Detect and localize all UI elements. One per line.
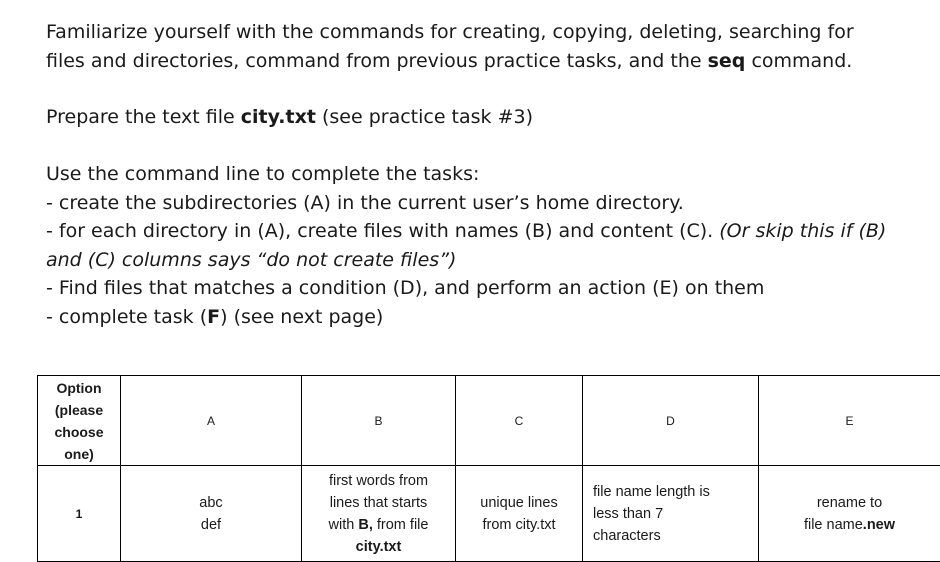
dir-abc: abc bbox=[125, 492, 297, 514]
row-option-number: 1 bbox=[38, 466, 121, 562]
cell-b-file-names bbox=[302, 466, 456, 562]
c-line2: from city.txt bbox=[460, 514, 578, 536]
task-instructions bbox=[46, 160, 886, 331]
b-line2: lines that starts bbox=[306, 492, 451, 514]
task-intro-line: Use the command line to complete the tasks: bbox=[46, 163, 479, 185]
header-option bbox=[38, 376, 121, 466]
intro-p2-start: Prepare the text file bbox=[46, 106, 241, 128]
task-item-complete-f: - complete task ( bbox=[46, 306, 207, 328]
d-line3: characters bbox=[593, 525, 754, 547]
intro-p1-line1: Familiarize yourself with the commands for creating, copying, deleting, searching for bbox=[46, 21, 854, 43]
e-line1: rename to bbox=[763, 492, 936, 514]
task-item-complete-f-end: ) (see next page) bbox=[220, 306, 383, 328]
task-skip-note-cont: and (C) columns says “do not create files”) bbox=[46, 249, 456, 271]
header-e: E bbox=[759, 376, 940, 466]
b-line3-bold: B, bbox=[358, 517, 373, 533]
d-line2: less than 7 bbox=[593, 503, 754, 525]
seq-command-name: seq bbox=[708, 50, 746, 72]
city-file-name: city.txt bbox=[241, 106, 316, 128]
cell-c-content bbox=[456, 466, 583, 562]
intro-p1-line2-end: command. bbox=[745, 50, 852, 72]
header-option-l1: Option bbox=[42, 377, 116, 399]
c-line1: unique lines bbox=[460, 492, 578, 514]
e-line2 bbox=[763, 514, 936, 536]
dir-def: def bbox=[125, 514, 297, 536]
e-line2-bold: .new bbox=[863, 517, 895, 533]
header-a: A bbox=[121, 376, 302, 466]
task-skip-note: (Or skip this if (B) bbox=[719, 220, 886, 242]
header-c: C bbox=[456, 376, 583, 466]
intro-paragraph-2 bbox=[46, 103, 533, 132]
b-line3 bbox=[306, 514, 451, 536]
task-item-create-dirs: - create the subdirectories (A) in the current user’s home directory. bbox=[46, 192, 684, 214]
intro-p1-line2: files and directories, command from previous practice tasks, and the bbox=[46, 50, 708, 72]
header-option-l2: (please bbox=[42, 399, 116, 421]
task-item-create-files: - for each directory in (A), create files with names (B) and content (C). bbox=[46, 220, 719, 242]
b-line3-a: with bbox=[329, 517, 359, 533]
header-b: B bbox=[302, 376, 456, 466]
task-item-find-files: - Find files that matches a condition (D), and perform an action (E) on them bbox=[46, 277, 764, 299]
cell-a-directories bbox=[121, 466, 302, 562]
b-line1: first words from bbox=[306, 470, 451, 492]
intro-paragraph-1 bbox=[46, 18, 854, 75]
d-line1: file name length is bbox=[593, 481, 754, 503]
b-line3-b: from file bbox=[373, 517, 429, 533]
table-header-row bbox=[38, 376, 940, 466]
intro-p2-end: (see practice task #3) bbox=[316, 106, 533, 128]
header-option-l4: one) bbox=[42, 443, 116, 465]
cell-d-condition bbox=[583, 466, 759, 562]
options-table bbox=[37, 375, 940, 562]
b-line4-bold: city.txt bbox=[306, 536, 451, 558]
task-f-letter: F bbox=[207, 306, 220, 328]
header-option-l3: choose bbox=[42, 421, 116, 443]
e-line2-a: file name bbox=[804, 517, 863, 533]
header-d: D bbox=[583, 376, 759, 466]
table-row bbox=[38, 466, 940, 562]
cell-e-action bbox=[759, 466, 940, 562]
